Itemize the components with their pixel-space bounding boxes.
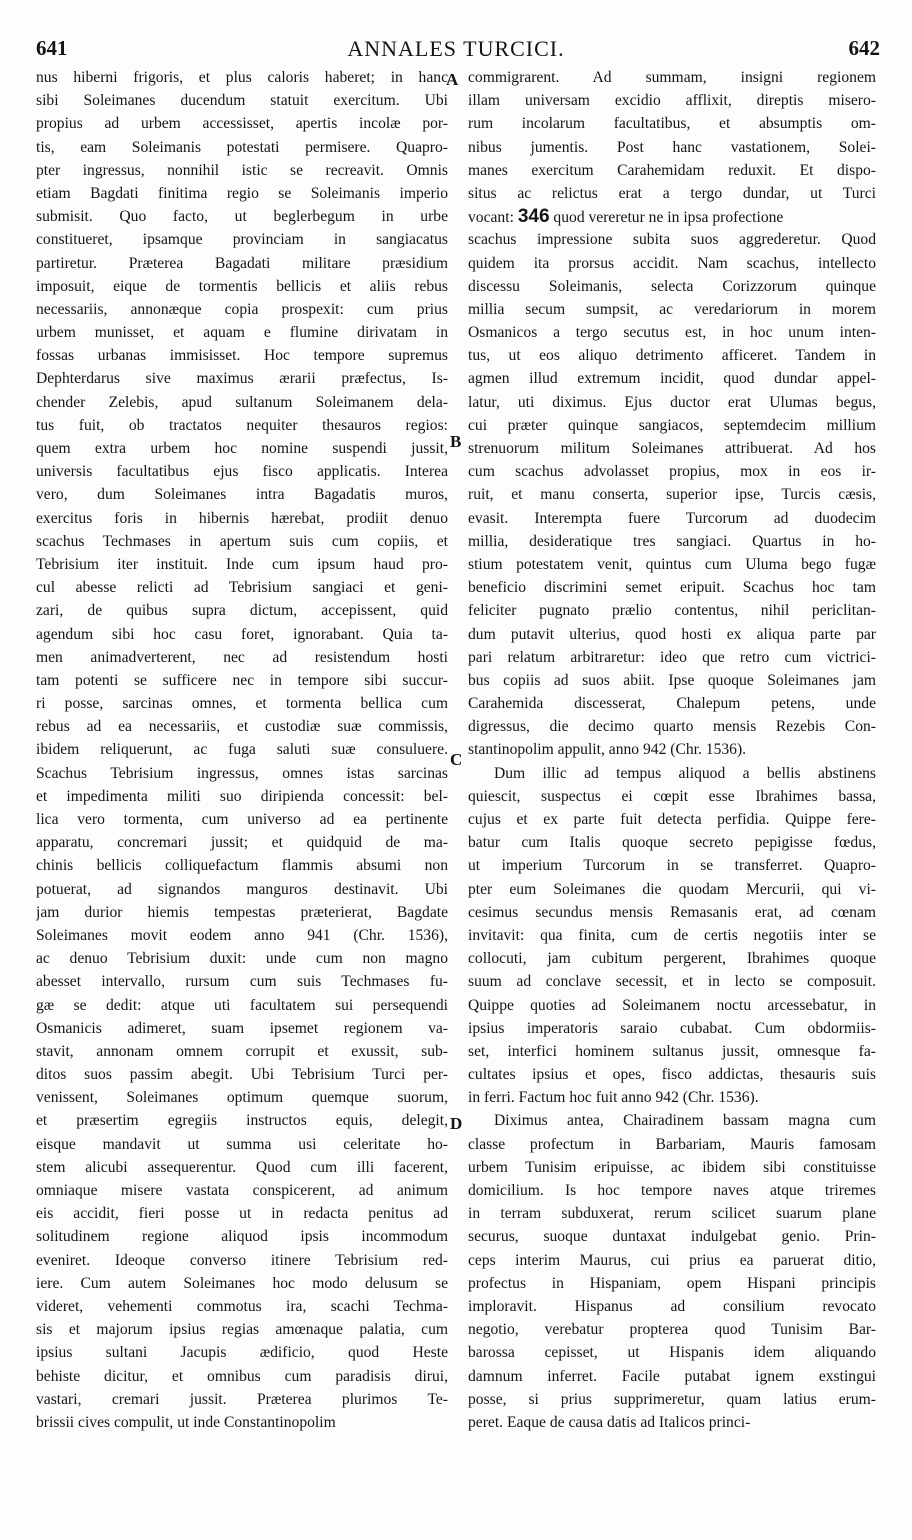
text-line: profectus in Hispaniam, opem Hispani principis [468,1274,876,1292]
text-line: urbem Tunisim eripuisse, ac ibidem sibi constituisse [468,1158,876,1176]
text-line: peret. Eaque de causa datis ad Italicos princi- [468,1413,751,1431]
paragraph-start: Diximus antea, Chairadinem bassam magna cum [494,1112,876,1130]
text-line: ruit, et manu conserta, superior ipse, Turcis cæsis, [468,486,876,504]
text-line: solitudinem regione aliquod ipsis incommodum [36,1228,448,1246]
text-line: et præsertim egregiis instructos equis, delegit, [36,1112,448,1130]
text-line: classe profectum in Barbariam, Mauris famosam [468,1135,876,1153]
text-line: universis facultatibus ejus fisco applicatis. Interea [36,463,448,481]
text-line: collocuti, jam cubitum pergerent, Ibrahimes quoque [468,950,876,968]
text-line: apparatu, concremari jussit; et quidquid de ma- [36,834,448,852]
text-line: gæ se dedit: atque uti facultatem sui persequendi [36,996,448,1014]
text-line: ac denuo Tebrisium duxit: unde cum non magno [36,950,448,968]
text-line: chender Zelebis, apud sultanum Soleimanem dela- [36,393,448,411]
left-column [36,66,448,1434]
text-line: securus, suoque duntaxat indulgebat genio. Prin- [468,1228,876,1246]
text-line: pari relatum arbitraretur: ideo que retro cum victrici- [468,648,876,666]
text-line: Quippe quoties ad Soleimanem noctu arcessebatur, in [468,996,876,1014]
text-line: quidem ita prorsus accidit. Nam scachus, intellecto [468,254,876,272]
text-line: Tebrisium iter instituit. Inde cum ipsum haud pro- [36,555,448,573]
text-line: lica vero tormenta, cum universo ad ea pertinente [36,811,448,828]
right-column [468,66,876,1434]
text-line: ri posse, sarcinas omnes, et tormenta bellica cum [36,695,448,713]
text-line: strenuorum militum Soleimanes attribuerat. Ad hos [468,440,876,457]
text-line: Soleimanes movit eodem anno 941 (Chr. 1536), [36,926,448,944]
text-line: millia secum sumpsit, ac veredariorum in morem [468,300,876,318]
text-line: Scachus Tebrisium ingressus, omnes istas sarcinas [36,764,448,782]
text-line: stantinopolim appulit, anno 942 (Chr. 1536). [468,741,747,759]
text-line: chinis bellicis colliquefactum flammis absumi non [36,857,448,875]
text-line: Dephterdarus sive maximus ærarii præfectus, Is- [36,370,448,388]
text-line: jam durior hiemis tempestas præterierat, Bagdate [36,903,448,921]
page-header [32,36,880,66]
text-line: ipsius sultani Jacupis ædificio, quod Heste [36,1344,448,1362]
text-line: feliciter pugnato prælio contentus, nihil periclitan- [468,602,876,620]
text-line: pter ingressus, nonnihil istic se recreavit. Omnis [36,161,448,179]
text-line: situs ac relictus erat a tergo dundar, ut Turci [468,184,876,202]
text-line: negotio, verebatur propterea quod Tunisim Bar- [468,1321,876,1339]
text-line: sis et majorum ipsius regias amœnaque palatia, cum [36,1321,448,1339]
text-line: ibidem reliquerunt, ac fuga saluti suæ consuluere. [36,741,448,759]
text-line: necessariis, annonæque copia prospexit: cum prius [36,300,448,318]
text-line: tus, ut eos aliquo detrimento afficeret. Tandem in [468,347,876,365]
text-line: scachus impressione subita suos aggrederetur. Quod [468,231,876,249]
text-line: scachus Techmases in apertum suis cum copiis, et [36,532,448,550]
text-line: digressus, die decimo quarto mensis Rezebis Con- [468,718,876,736]
text-line: domicilium. Is hoc tempore naves atque triremes [468,1182,876,1199]
text-line: fossas urbanas immisisset. Hoc tempore supremus [36,347,448,365]
text-line: posse, si prius supprimeretur, quam latius erum- [468,1390,876,1408]
text-line: imploravit. Hispanus ad consilium revocato [468,1297,876,1315]
text-line: cujus et ex parte fuit detecta perfidia. Quippe fere- [468,811,876,828]
text-line: Osmanicis adimeret, suam ipsemet regionem va- [36,1019,448,1037]
text-line: beneficio discrimini semet eripuit. Scachus hoc tam [468,579,876,597]
text-line: in ferri. Factum hoc fuit anno 942 (Chr. 1536). [468,1089,759,1107]
text-line: behiste dicitur, et omnibus cum paradisis dirui, [36,1367,448,1385]
text-line: vero, dum Soleimanes intra Bagadatis muros, [36,486,448,504]
text-line: videret, vehementi commotus ira, scachi Techma- [36,1297,448,1315]
text-line: rum incolarum facultatibus, et absumptis om- [468,115,876,133]
text-line: illam universam excidio afflixit, direptis misero- [468,92,876,110]
text-line: eis accidit, fieri posse ut in redacta penitus ad [36,1205,448,1223]
text-line: zari, de quibus supra dictum, accepissent, quid [36,602,448,620]
text-line: omniaque misere vastata conspicerent, ad animum [36,1182,448,1199]
text-line: urbem munisset, et aquam e flumine dirivatam in [36,324,448,342]
text-line: imposuit, eique de tormentis bellicis et aliis rebus [36,277,448,295]
page-number-left: 641 [36,36,68,60]
paragraph-start: Dum illic ad tempus aliquod a bellis abstinens [494,764,876,782]
text-line: ceps interim Maurus, cui prius ea paruerat ditio, [468,1251,876,1269]
text-line: eisque mandavit ut summa usi celeritate ho- [36,1135,448,1153]
margin-marker-c: C [450,750,463,769]
text-line-with-marginal-number [468,205,876,228]
text-line: invitavit: qua finita, cum de certis negotiis inter se [468,926,876,944]
text-line: millia, desideratique tres sangiaci. Quartus in ho- [468,532,876,550]
text-line: potuerat, ad signandos manguros destinavit. Ubi [36,880,448,898]
text-line: discessu Soleimanis, selecta Corizzorum quinque [468,277,876,295]
page-number-right: 642 [848,36,880,60]
text-line: cui præter quinque sangiacos, septemdecim millium [468,416,876,434]
text-line: rebus ad ea necessariis, et custodiæ suæ commissis, [36,718,448,736]
text-line: cultates ipsius et opes, fisco addictas, thesauris suis [468,1066,876,1084]
text-line: barossa cepisset, ut Hispanis idem aliquando [468,1344,876,1362]
text-line: nibus jumentis. Post hanc vastationem, Solei- [468,138,876,156]
text-line: tus fuit, ob tractatos nequiter thesauros regios: [36,416,448,434]
text-line: quem extra urbem hoc nomine suspendi jussit, [36,440,448,457]
text-line: etiam Bagdati finitima regio se Soleimanis imperio [36,184,448,202]
text-line: quiescit, suspectus ei cœpit esse Ibrahimes bassa, [468,787,876,805]
text-line: et impedimenta militi suo diripienda concessit: bel- [36,787,448,805]
text-line: constitueret, ipsamque provinciam in sangiacatus [36,231,448,249]
text-line: abesset intervallo, rursum cum suis Techmases fu- [36,973,448,991]
text-line: ut imperium Turcorum in se transferret. Quapro- [468,857,876,875]
text-line: agendum sibi hoc casu foret, ignorabant. Quia ta- [36,625,448,643]
text-line: ditos suos passim abegit. Ubi Tebrisium Turci per- [36,1066,448,1084]
text-line: stem alicubi assequerentur. Quod cum illi facerent, [36,1158,448,1176]
text-line: sibi Soleimanes ducendum statuit exercitum. Ubi [36,92,448,110]
text-line: cum scachus advolasset propius, mox in eos ir- [468,463,876,481]
text-line: in terram subduxerat, rerum scilicet suarum plane [468,1205,876,1223]
text-line: agmen illud extremum incidit, quod dundar appel- [468,370,876,388]
margin-marker-b: B [450,432,462,451]
text-line: cesimus secundus mensis Remasanis erat, ad cœnam [468,903,876,921]
text-line: brissii cives compulit, ut inde Constantinopolim [36,1413,336,1431]
text-fragment: vocant: [468,209,514,227]
text-line: suum ad conclave secessit, et in lecto se composuit. [468,973,876,991]
text-line: Carahemida discesserat, Chalepum petens, unde [468,695,876,713]
text-line: bus copiis ad suos abiit. Ipse quoque Soleimanes jam [468,671,876,689]
text-line: tam potenti se sufficere nec in tempore sibi succur- [36,671,448,689]
text-line: batur cum Italis quoque secreto pepigisse fœdus, [468,834,876,852]
text-line: manes exercitum Carahemidam reduxit. Et dispo- [468,161,876,179]
marginal-number: 346 [517,206,550,228]
margin-marker-a: A [446,70,459,89]
text-fragment: quod vereretur ne in ipsa profectione [553,209,784,227]
text-line: commigrarent. Ad summam, insigni regionem [468,69,876,86]
text-line: eveniret. Ideoque converso itinere Tebrisium red- [36,1251,448,1269]
text-line: ipsius imperatoris saraio cubabat. Cum obdormiis- [468,1019,876,1037]
text-line: pter eum Soleimanes die quodam Mercurii, qui vi- [468,880,876,898]
text-line: cul abesse relicti ad Tebrisium sangiaci et geni- [36,579,448,597]
text-line: exercitus foris in hibernis hærebat, prodiit denuo [36,509,448,527]
text-line: evasit. Interempta fuere Turcorum ad duodecim [468,509,876,527]
text-line: damnum inferret. Facile putabat ignem exstingui [468,1367,876,1385]
text-line: set, interfici hominem sultanus jussit, omnesque fa- [468,1042,876,1060]
text-line: stium potestatem venit, quintus cum Uluma bego fugæ [468,555,876,573]
margin-marker-d: D [450,1114,463,1133]
text-line: vastari, cremari jussit. Præterea plurimos Te- [36,1390,448,1408]
text-line: propius ad urbem accessisset, apertis incolæ por- [36,115,448,133]
running-title: ANNALES TURCICI. [347,36,565,61]
text-line: latur, uti diximus. Ejus ductor erat Ulumas begus, [468,393,876,411]
text-line: partiretur. Præterea Bagadati militare præsidium [36,254,448,272]
text-line: nus hiberni frigoris, et plus caloris haberet; in hanc [36,69,448,86]
text-line: Osmanicos a tergo secutus est, in hoc unum inten- [468,324,876,342]
text-line: tis, eam Soleimanis potestati permisere. Quapro- [36,138,448,156]
text-line: men animadverterent, nec ad resistendum hosti [36,648,448,666]
text-line: dum putavit ulterius, quod hosti ex aliqua parte par [468,625,876,643]
text-line: iere. Cum autem Soleimanes hoc modo delusum se [36,1274,448,1292]
text-line: venissent, Soleimanes optimum quemque suorum, [36,1089,448,1107]
text-line: stavit, annonam omnem corrupit et exussit, sub- [36,1042,448,1060]
text-line: submisit. Quo facto, ut beglerbegum in urbe [36,208,448,226]
